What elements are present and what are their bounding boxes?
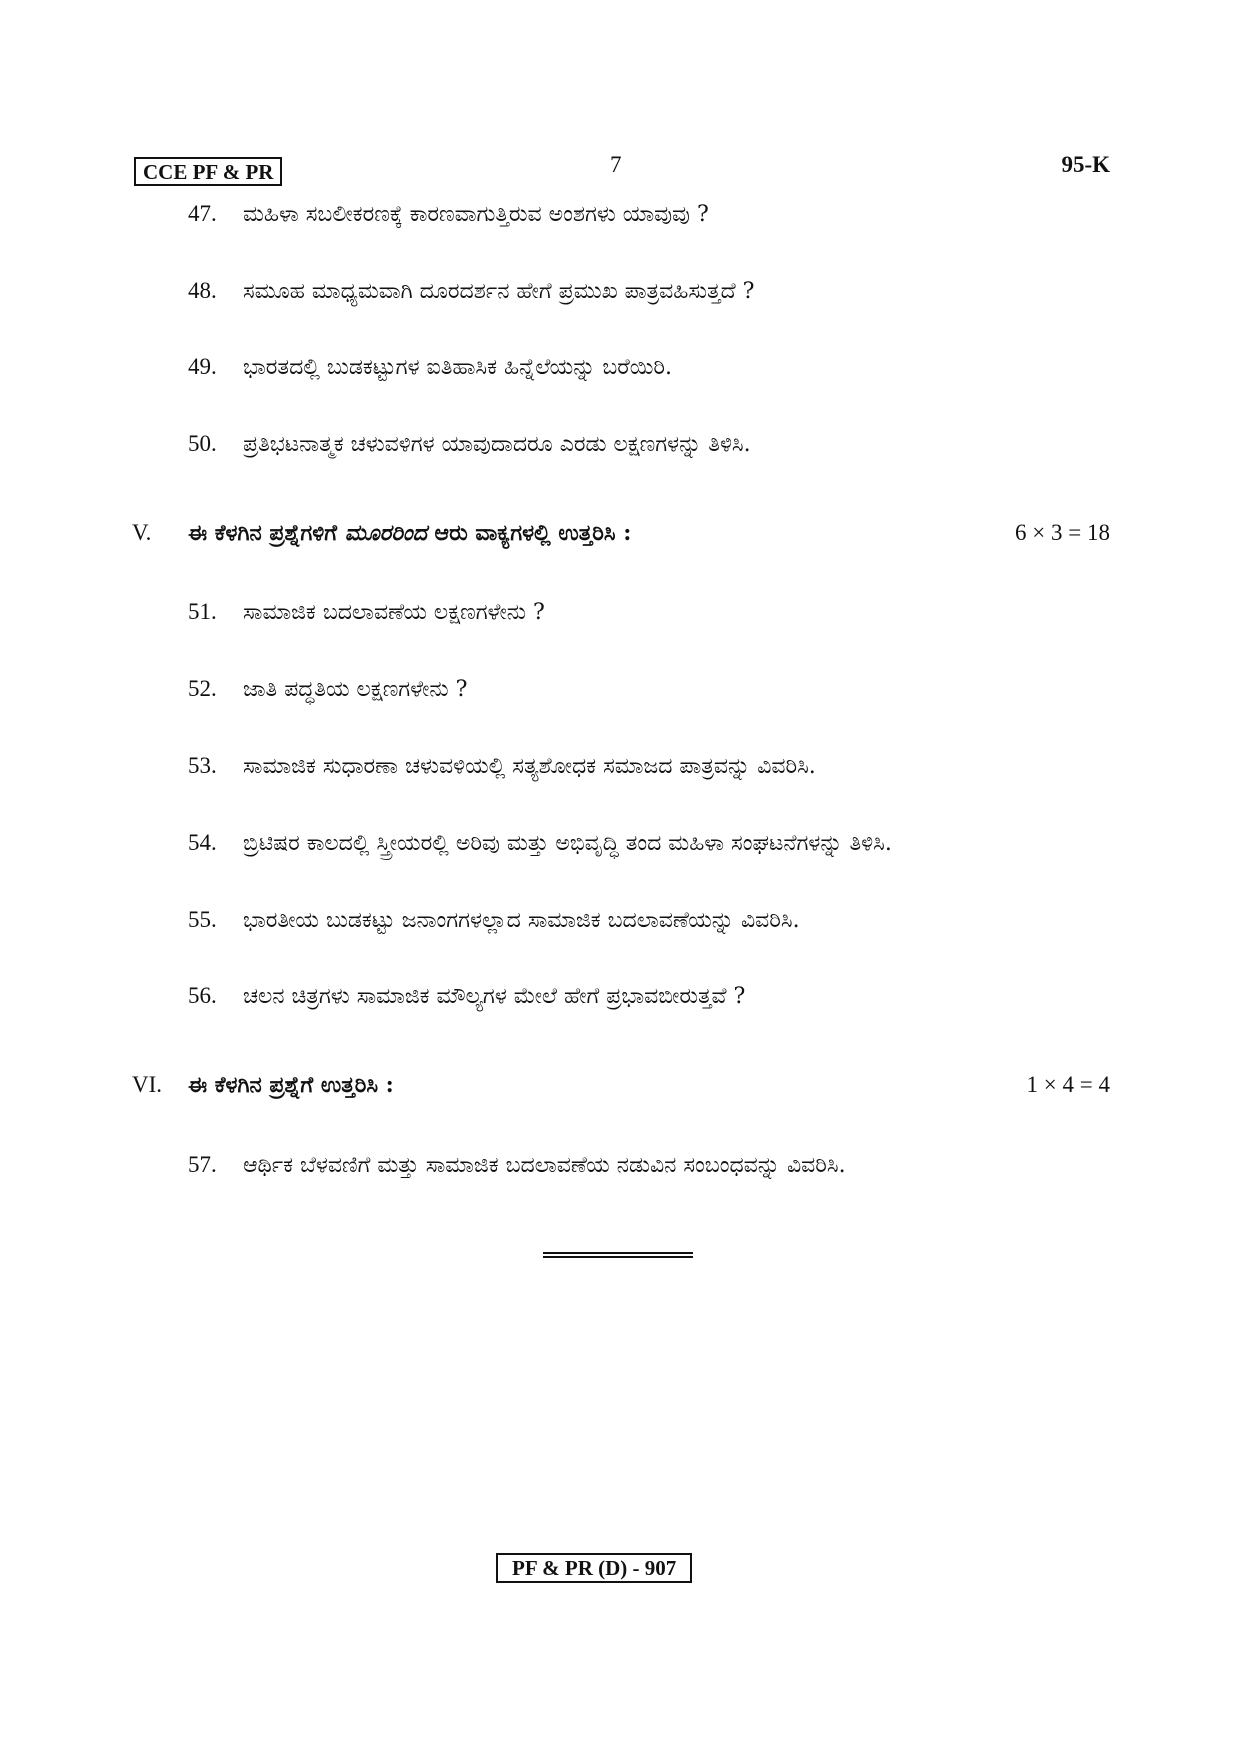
question-text: ಮಹಿಳಾ ಸಬಲೀಕರಣಕ್ಕೆ ಕಾರಣವಾಗುತ್ತಿರುವ ಅಂಶಗಳು ಯಾವುವು ? <box>243 202 709 227</box>
section-v-heading <box>132 518 1110 549</box>
question-number: 52. <box>188 676 217 701</box>
question-text: ಸಮೂಹ ಮಾಧ್ಯಮವಾಗಿ ದೂರದರ್ಶನ ಹೇಗೆ ಪ್ರಮುಖ ಪಾತ್ರವಹಿಸುತ್ತದೆ ? <box>243 279 755 304</box>
question-item <box>188 276 754 307</box>
section-number: V. <box>132 520 152 545</box>
question-number: 53. <box>188 753 217 778</box>
instruction-emphasis: ಮೂರರಿಂದ <box>344 520 427 546</box>
page-number: 7 <box>610 152 622 177</box>
question-number: 56. <box>188 983 217 1008</box>
section-vi-heading <box>132 1070 1110 1101</box>
header-code-box: CCE PF & PR <box>134 157 282 186</box>
section-instruction: ಈ ಕೆಳಗಿನ ಪ್ರಶ್ನೆಗೆ ಉತ್ತರಿಸಿ : <box>188 1072 394 1098</box>
question-number: 57. <box>188 1152 217 1177</box>
question-text: ಆರ್ಥಿಕ ಬೆಳವಣಿಗೆ ಮತ್ತು ಸಾಮಾಜಿಕ ಬದಲಾವಣೆಯ ನಡುವಿನ ಸಂಬಂಧವನ್ನು ವಿವರಿಸಿ. <box>243 1153 846 1178</box>
question-item <box>188 429 751 460</box>
question-number: 48. <box>188 278 217 303</box>
instruction-part: ಆರು ವಾಕ್ಯಗಳಲ್ಲಿ ಉತ್ತರಿಸಿ : <box>426 520 632 546</box>
end-double-rule <box>543 1252 693 1258</box>
question-number: 47. <box>188 201 217 226</box>
paper-code: 95-K <box>1061 152 1110 177</box>
question-text: ಸಾಮಾಜಿಕ ಸುಧಾರಣಾ ಚಳುವಳಿಯಲ್ಲಿ ಸತ್ಯಶೋಧಕ ಸಮಾಜದ ಪಾತ್ರವನ್ನು ವಿವರಿಸಿ. <box>243 754 816 779</box>
question-item <box>188 828 892 859</box>
footer-code-box: PF & PR (D) - 907 <box>496 1553 692 1583</box>
question-number: 49. <box>188 354 217 379</box>
question-text: ಭಾರತೀಯ ಬುಡಕಟ್ಟು ಜನಾಂಗಗಳಲ್ಲಾದ ಸಾಮಾಜಿಕ ಬದಲಾವಣೆಯನ್ನು ವಿವರಿಸಿ. <box>243 908 800 933</box>
question-item <box>188 597 545 628</box>
question-item <box>188 981 745 1012</box>
question-text: ಬ್ರಿಟಿಷರ ಕಾಲದಲ್ಲಿ ಸ್ತ್ರೀಯರಲ್ಲಿ ಅರಿವು ಮತ್ತು ಅಭಿವೃದ್ಧಿ ತಂದ ಮಹಿಳಾ ಸಂಘಟನೆಗಳನ್ನು ತಿಳಿಸಿ. <box>243 831 892 856</box>
question-number: 50. <box>188 431 217 456</box>
question-item <box>188 674 467 705</box>
section-marks: 6 × 3 = 18 <box>1015 520 1110 545</box>
question-text: ಜಾತಿ ಪದ್ಧತಿಯ ಲಕ್ಷಣಗಳೇನು ? <box>243 677 468 702</box>
question-text: ಸಾಮಾಜಿಕ ಬದಲಾವಣೆಯ ಲಕ್ಷಣಗಳೇನು ? <box>243 600 545 625</box>
question-text: ಭಾರತದಲ್ಲಿ ಬುಡಕಟ್ಟುಗಳ ಐತಿಹಾಸಿಕ ಹಿನ್ನೆಲೆಯನ್ನು ಬರೆಯಿರಿ. <box>243 355 673 380</box>
question-number: 54. <box>188 830 217 855</box>
question-item <box>188 751 816 782</box>
question-item <box>188 352 672 383</box>
question-text: ಚಲನ ಚಿತ್ರಗಳು ಸಾಮಾಜಿಕ ಮೌಲ್ಯಗಳ ಮೇಲೆ ಹೇಗೆ ಪ್ರಭಾವಬೀರುತ್ತವೆ ? <box>243 984 746 1009</box>
question-item <box>188 905 800 936</box>
section-instruction <box>188 520 631 546</box>
question-number: 55. <box>188 907 217 932</box>
section-marks: 1 × 4 = 4 <box>1026 1072 1110 1097</box>
instruction-part: ಈ ಕೆಳಗಿನ ಪ್ರಶ್ನೆಗಳಿಗೆ <box>188 520 345 546</box>
question-item <box>188 199 709 230</box>
section-number: VI. <box>132 1072 163 1097</box>
question-item <box>188 1150 846 1181</box>
question-text: ಪ್ರತಿಭಟನಾತ್ಮಕ ಚಳುವಳಿಗಳ ಯಾವುದಾದರೂ ಎರಡು ಲಕ್ಷಣಗಳನ್ನು ತಿಳಿಸಿ. <box>243 432 751 457</box>
question-number: 51. <box>188 599 217 624</box>
